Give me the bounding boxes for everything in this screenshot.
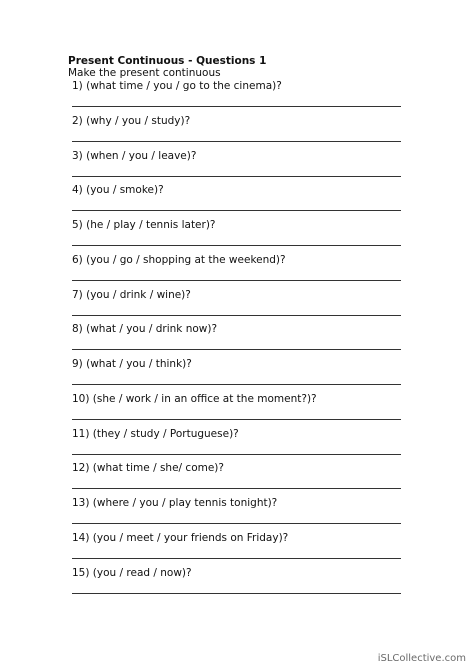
- question-6: 6) (you / go / shopping at the weekend)?: [72, 254, 286, 266]
- answer-line-6: [72, 280, 401, 281]
- worksheet-title: Present Continuous - Questions 1: [68, 55, 267, 67]
- answer-line-15: [72, 593, 401, 594]
- question-4: 4) (you / smoke)?: [72, 184, 164, 196]
- answer-line-1: [72, 106, 401, 107]
- answer-line-5: [72, 245, 401, 246]
- answer-line-13: [72, 523, 401, 524]
- question-8: 8) (what / you / drink now)?: [72, 323, 218, 335]
- question-9: 9) (what / you / think)?: [72, 358, 192, 370]
- question-10: 10) (she / work / in an office at the moment?)?: [72, 393, 317, 405]
- answer-line-7: [72, 315, 401, 316]
- question-7: 7) (you / drink / wine)?: [72, 289, 191, 301]
- answer-line-12: [72, 488, 401, 489]
- worksheet-instruction: Make the present continuous: [68, 67, 221, 79]
- question-12: 12) (what time / she/ come)?: [72, 462, 224, 474]
- answer-line-4: [72, 210, 401, 211]
- question-1: 1) (what time / you / go to the cinema)?: [72, 80, 282, 92]
- question-15: 15) (you / read / now)?: [72, 567, 192, 579]
- site-watermark: iSLCollective.com: [377, 653, 466, 664]
- answer-line-9: [72, 384, 401, 385]
- question-5: 5) (he / play / tennis later)?: [72, 219, 216, 231]
- question-11: 11) (they / study / Portuguese)?: [72, 428, 239, 440]
- question-2: 2) (why / you / study)?: [72, 115, 191, 127]
- question-13: 13) (where / you / play tennis tonight)?: [72, 497, 278, 509]
- answer-line-2: [72, 141, 401, 142]
- question-3: 3) (when / you / leave)?: [72, 150, 197, 162]
- answer-line-8: [72, 349, 401, 350]
- question-14: 14) (you / meet / your friends on Friday)?: [72, 532, 289, 544]
- answer-line-10: [72, 419, 401, 420]
- answer-line-14: [72, 558, 401, 559]
- answer-line-11: [72, 454, 401, 455]
- answer-line-3: [72, 176, 401, 177]
